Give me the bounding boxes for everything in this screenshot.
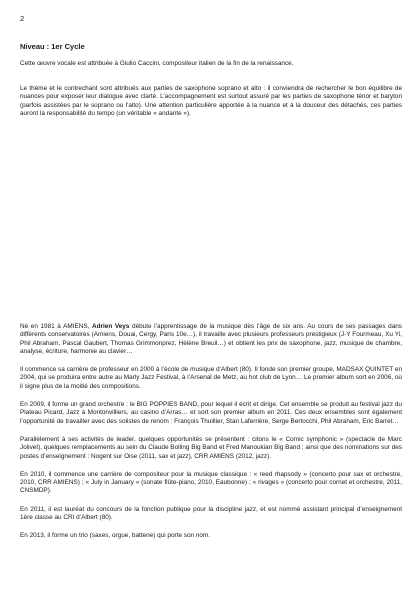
intro-paragraph: Cette œuvre vocale est attribuée à Giulio Caccini, compositeur italien de la fin de la renaissance. [20, 60, 294, 67]
biography-section [20, 323, 402, 551]
bio-intro-text: Né en 1981 à AMIENS, [20, 323, 92, 330]
bio-paragraph-1 [20, 323, 402, 356]
level-heading: Niveau : 1er Cycle [20, 42, 85, 51]
bio-paragraph-4: Parallèlement à ses activités de leader, quelques opportunités se présentent : citons le « Comic symphonic » (spectacle de Marc Jolivet), quelques remplacements au sein du Claude Bolling Big Band et Fred Manoukian Big Band ; ainsi que des nominations sur des postes d’enseignement : Nogent sur Oise (2011, sax et jazz), CRR AMIENS (2012, jazz). [20, 435, 402, 460]
bio-paragraph-2: Il commence sa carrière de professeur en 2000 à l’école de musique d’Albert (80). Il fonde son premier groupe, MADSAX QUINTET en 2004, qui se produira entre autre au Marly Jazz Festival, à l’Arsenal de Metz, au hot club de Lyon… Le premier album sort en 2006, où il signe plus de la moitié des compositions. [20, 366, 402, 390]
bio-training-text: débute l’apprentissage de la musique dès l’âge de six ans. Au cours de ses passages dans différents conservatoires (Amiens, Douai, Cergy, Paris 10e…), il travaille avec plusieurs professeurs prestigieux (J-Y Fourmeau, Xu Yi, Phil Abraham, Pascal Gaubert, Thomas Grimmonprez, Hélène Breuil…) et obtient les prix de saxophone, jazz, musique de chambre, analyse, écriture, harmonie au clavier… [20, 323, 403, 355]
composer-name: Adrien Veys [92, 323, 130, 330]
bio-paragraph-3: En 2009, il forme un grand orchestre : le BIG POPPIES BAND, pour lequel il écrit et dirige. Cet ensemble se produit au festival jazz du Plateau Picard, Jazz à Montonvilliers, au casino d’Arras… et sort son premier album en 2011. Ces deux ensembles sont également l’opportunité de travailler avec des solistes de renom : François Thuillier, Stan Laferrière, Serge Bertocchi, Phil Abraham, Eric Barret… [20, 401, 402, 425]
theme-paragraph: Le thème et le contrechant sont attribués aux parties de saxophone soprano et alto : il conviendra de rechercher le bon équilibre de nuances pour exposer leur dialogue avec clarté. L’accompagnement est surtout assuré par les parties de saxophone ténor et baryton (parfois assistées par le soprano ou l’alto). Une attention particulière apportée à la nuance et à la douceur des détachés, ces parties auront la responsabilité du tempo (un véritable « andante »). [20, 85, 402, 117]
bio-paragraph-6: En 2011, il est lauréat du concours de la fonction publique pour la discipline jazz, et est nommé assistant principal d’enseignement 1ère classe au CRI d’Albert (80). [20, 505, 402, 522]
page-number: 2 [20, 14, 25, 23]
bio-paragraph-7: En 2013, il forme un trio (saxes, orgue, batterie) qui porte son nom. [20, 532, 211, 540]
bio-paragraph-5: En 2010, il commence une carrière de compositeur pour la musique classique : « reed rhapsody » (concerto pour sax et orchestre, 2010, CRR AMIENS) ; « July in January » (sonate flûte-piano, 2010, Eaubonne) ; « rivages » (concerto pour cornet et orchestre, 2011, CNSMDP). [20, 470, 402, 495]
